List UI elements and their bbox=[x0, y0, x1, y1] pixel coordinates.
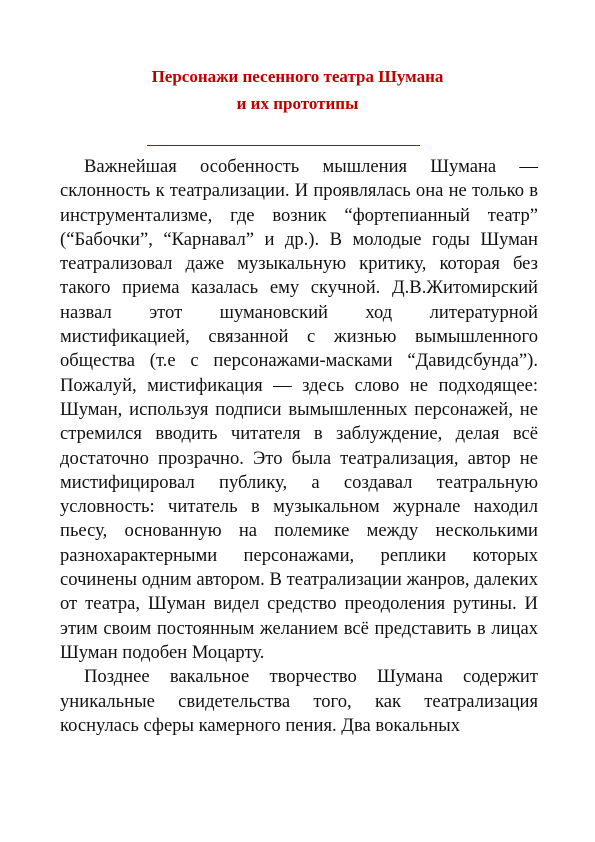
document-body bbox=[60, 155, 538, 738]
paragraph-1: Важнейшая особенность мышления Шумана — склонность к театрализации. И проявлялась она не только в инструментализме, где возник “фортепианный театр” (“Бабочки”, “Карнавал” и др.). В молодые годы Шуман театрализовал даже музыкальную критику, которая без такого приема казалась ему скучной. Д.В.Житомирский назвал этот шумановский ход литературной мистификацией, связанной с жизнью вымышленного общества (т.е с персонажами-масками “Давидсбунда”). Пожалуй, мистификация — здесь слово не подходящее: Шуман, используя подписи вымышленных персонажей, не стремился вводить читателя в заблуждение, делая всё достаточно прозрачно. Это была театрализация, автор не мистифицировал публику, а создавал театральную условность: читатель в музыкальном журнале находил пьесу, основанную на полемике между несколькими разнохарактерными персонажами, реплики которых сочинены одним автором. В театрализации жанров, далеких от театра, Шуман видел средство преодоления рутины. И этим своим постоянным желанием всё представить в лицах Шуман подобен Моцарту. bbox=[60, 156, 538, 663]
title-divider bbox=[147, 145, 420, 146]
paragraph-2: Позднее вакальное творчество Шумана содержит уникальные свидетельства того, как театрализация коснулась сферы камерного пения. Два вокальных bbox=[60, 666, 538, 736]
document-title-line-2: и их прототипы bbox=[236, 94, 359, 113]
document-title-line-1: Персонажи песенного театра Шумана bbox=[151, 67, 444, 86]
